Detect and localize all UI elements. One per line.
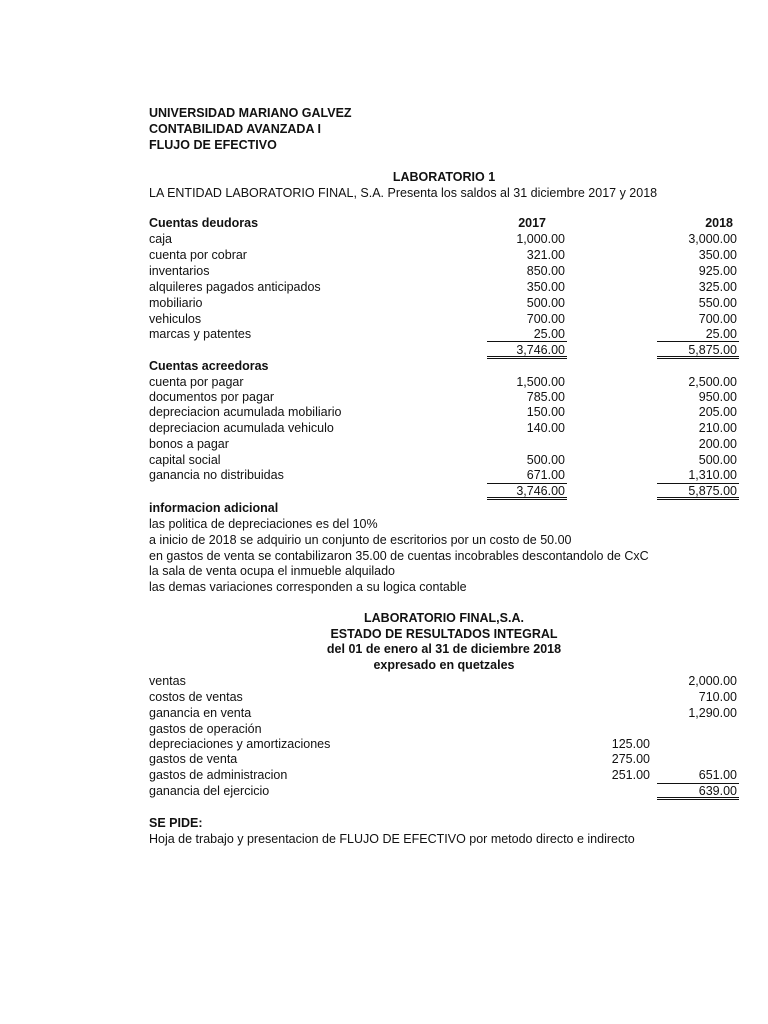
total-2017: 3,746.00: [516, 484, 565, 498]
double-underline: [657, 797, 739, 800]
statement-company: LABORATORIO FINAL,S.A.: [364, 611, 524, 625]
line-label: costos de ventas: [149, 690, 243, 704]
table-row: [0, 375, 768, 391]
acreedoras-heading: Cuentas acreedoras: [149, 359, 269, 373]
value-2018: 700.00: [698, 312, 737, 326]
value-2017: 850.00: [526, 264, 565, 278]
col-2018-header: 2018: [705, 216, 733, 230]
line-label: depreciaciones y amortizaciones: [149, 737, 331, 751]
table-row: [0, 437, 768, 453]
info-line: la sala de venta ocupa el inmueble alquilado: [149, 564, 396, 578]
line-label: gastos de operación: [149, 722, 262, 736]
account-label: bonos a pagar: [149, 437, 229, 451]
table-row: [0, 768, 768, 784]
value-2017: 500.00: [526, 296, 565, 310]
account-label: documentos por pagar: [149, 390, 275, 404]
value-2018: 3,000.00: [688, 232, 737, 246]
mid-value: 275.00: [611, 752, 650, 766]
col-2017-header: 2017: [518, 216, 546, 230]
info-heading: informacion adicional: [149, 501, 279, 515]
line-label: gastos de venta: [149, 752, 238, 766]
line-label: gastos de administracion: [149, 768, 288, 782]
deudoras-header-row: [0, 216, 768, 232]
acreedoras-header-row: [0, 359, 768, 375]
line-label: ganancia del ejercicio: [149, 784, 270, 798]
value-2017: 150.00: [526, 405, 565, 419]
account-label: inventarios: [149, 264, 210, 278]
value-2017: 350.00: [526, 280, 565, 294]
intro-text: LA ENTIDAD LABORATORIO FINAL, S.A. Presenta los saldos al 31 diciembre 2017 y 2018: [149, 186, 658, 200]
subtotal-rule: [487, 341, 567, 342]
double-underline: [487, 497, 567, 500]
value-2018: 350.00: [698, 248, 737, 262]
info-line: las politica de depreciaciones es del 10%: [149, 517, 378, 531]
table-row: [0, 312, 768, 328]
info-line: en gastos de venta se contabilizaron 35.00 de cuentas incobrables descontandolo de CxC: [149, 549, 649, 563]
table-row: [0, 706, 768, 722]
total-2018: 5,875.00: [688, 343, 737, 357]
right-value: 651.00: [698, 768, 737, 782]
value-2018: 200.00: [698, 437, 737, 451]
value-2018: 925.00: [698, 264, 737, 278]
account-label: vehiculos: [149, 312, 202, 326]
mid-value: 125.00: [611, 737, 650, 751]
value-2017: 25.00: [533, 327, 565, 341]
document-topic: FLUJO DE EFECTIVO: [149, 138, 277, 152]
value-2018: 325.00: [698, 280, 737, 294]
account-label: ganancia no distribuidas: [149, 468, 284, 482]
table-row: [0, 674, 768, 690]
value-2017: 321.00: [526, 248, 565, 262]
double-underline: [657, 497, 739, 500]
table-row: [0, 722, 768, 738]
total-row: [0, 343, 768, 359]
value-2017: 671.00: [526, 468, 565, 482]
value-2017: 700.00: [526, 312, 565, 326]
value-2017: 1,000.00: [516, 232, 565, 246]
table-row: [0, 405, 768, 421]
table-row: [0, 453, 768, 469]
table-row: [0, 232, 768, 248]
value-2018: 25.00: [705, 327, 737, 341]
lab-title: LABORATORIO 1: [392, 170, 496, 184]
task-heading: SE PIDE:: [149, 816, 203, 830]
statement-currency: expresado en quetzales: [373, 658, 515, 672]
deudoras-heading: Cuentas deudoras: [149, 216, 259, 230]
account-label: caja: [149, 232, 172, 246]
table-row: [0, 421, 768, 437]
value-2018: 205.00: [698, 405, 737, 419]
value-2018: 2,500.00: [688, 375, 737, 389]
value-2018: 950.00: [698, 390, 737, 404]
info-line: a inicio de 2018 se adquirio un conjunto de escritorios por un costo de 50.00: [149, 533, 572, 547]
line-label: ganancia en venta: [149, 706, 252, 720]
value-2017: 1,500.00: [516, 375, 565, 389]
value-2018: 210.00: [698, 421, 737, 435]
table-row: [0, 468, 768, 484]
account-label: marcas y patentes: [149, 327, 252, 341]
value-2018: 550.00: [698, 296, 737, 310]
table-row: [0, 390, 768, 406]
statement-title: ESTADO DE RESULTADOS INTEGRAL: [330, 627, 558, 641]
value-2017: 140.00: [526, 421, 565, 435]
total-2017: 3,746.00: [516, 343, 565, 357]
table-row: [0, 784, 768, 800]
value-2018: 1,310.00: [688, 468, 737, 482]
total-2018: 5,875.00: [688, 484, 737, 498]
table-row: [0, 752, 768, 768]
right-value: 2,000.00: [688, 674, 737, 688]
table-row: [0, 264, 768, 280]
subtotal-rule: [657, 341, 739, 342]
value-2017: 500.00: [526, 453, 565, 467]
table-row: [0, 248, 768, 264]
right-value: 639.00: [698, 784, 737, 798]
value-2017: 785.00: [526, 390, 565, 404]
account-label: capital social: [149, 453, 221, 467]
account-label: alquileres pagados anticipados: [149, 280, 321, 294]
account-label: cuenta por cobrar: [149, 248, 247, 262]
table-row: [0, 296, 768, 312]
table-row: [0, 690, 768, 706]
table-row: [0, 327, 768, 343]
account-label: mobiliario: [149, 296, 203, 310]
statement-period: del 01 de enero al 31 de diciembre 2018: [326, 642, 562, 656]
right-value: 710.00: [698, 690, 737, 704]
account-label: depreciacion acumulada mobiliario: [149, 405, 342, 419]
table-row: [0, 280, 768, 296]
table-row: [0, 737, 768, 753]
info-line: las demas variaciones corresponden a su logica contable: [149, 580, 467, 594]
total-row: [0, 484, 768, 500]
right-value: 1,290.00: [688, 706, 737, 720]
course-name: CONTABILIDAD AVANZADA I: [149, 122, 321, 136]
university-name: UNIVERSIDAD MARIANO GALVEZ: [149, 106, 352, 120]
line-label: ventas: [149, 674, 186, 688]
value-2018: 500.00: [698, 453, 737, 467]
account-label: cuenta por pagar: [149, 375, 244, 389]
task-text: Hoja de trabajo y presentacion de FLUJO DE EFECTIVO por metodo directo e indirecto: [149, 832, 635, 846]
mid-value: 251.00: [611, 768, 650, 782]
account-label: depreciacion acumulada vehiculo: [149, 421, 334, 435]
